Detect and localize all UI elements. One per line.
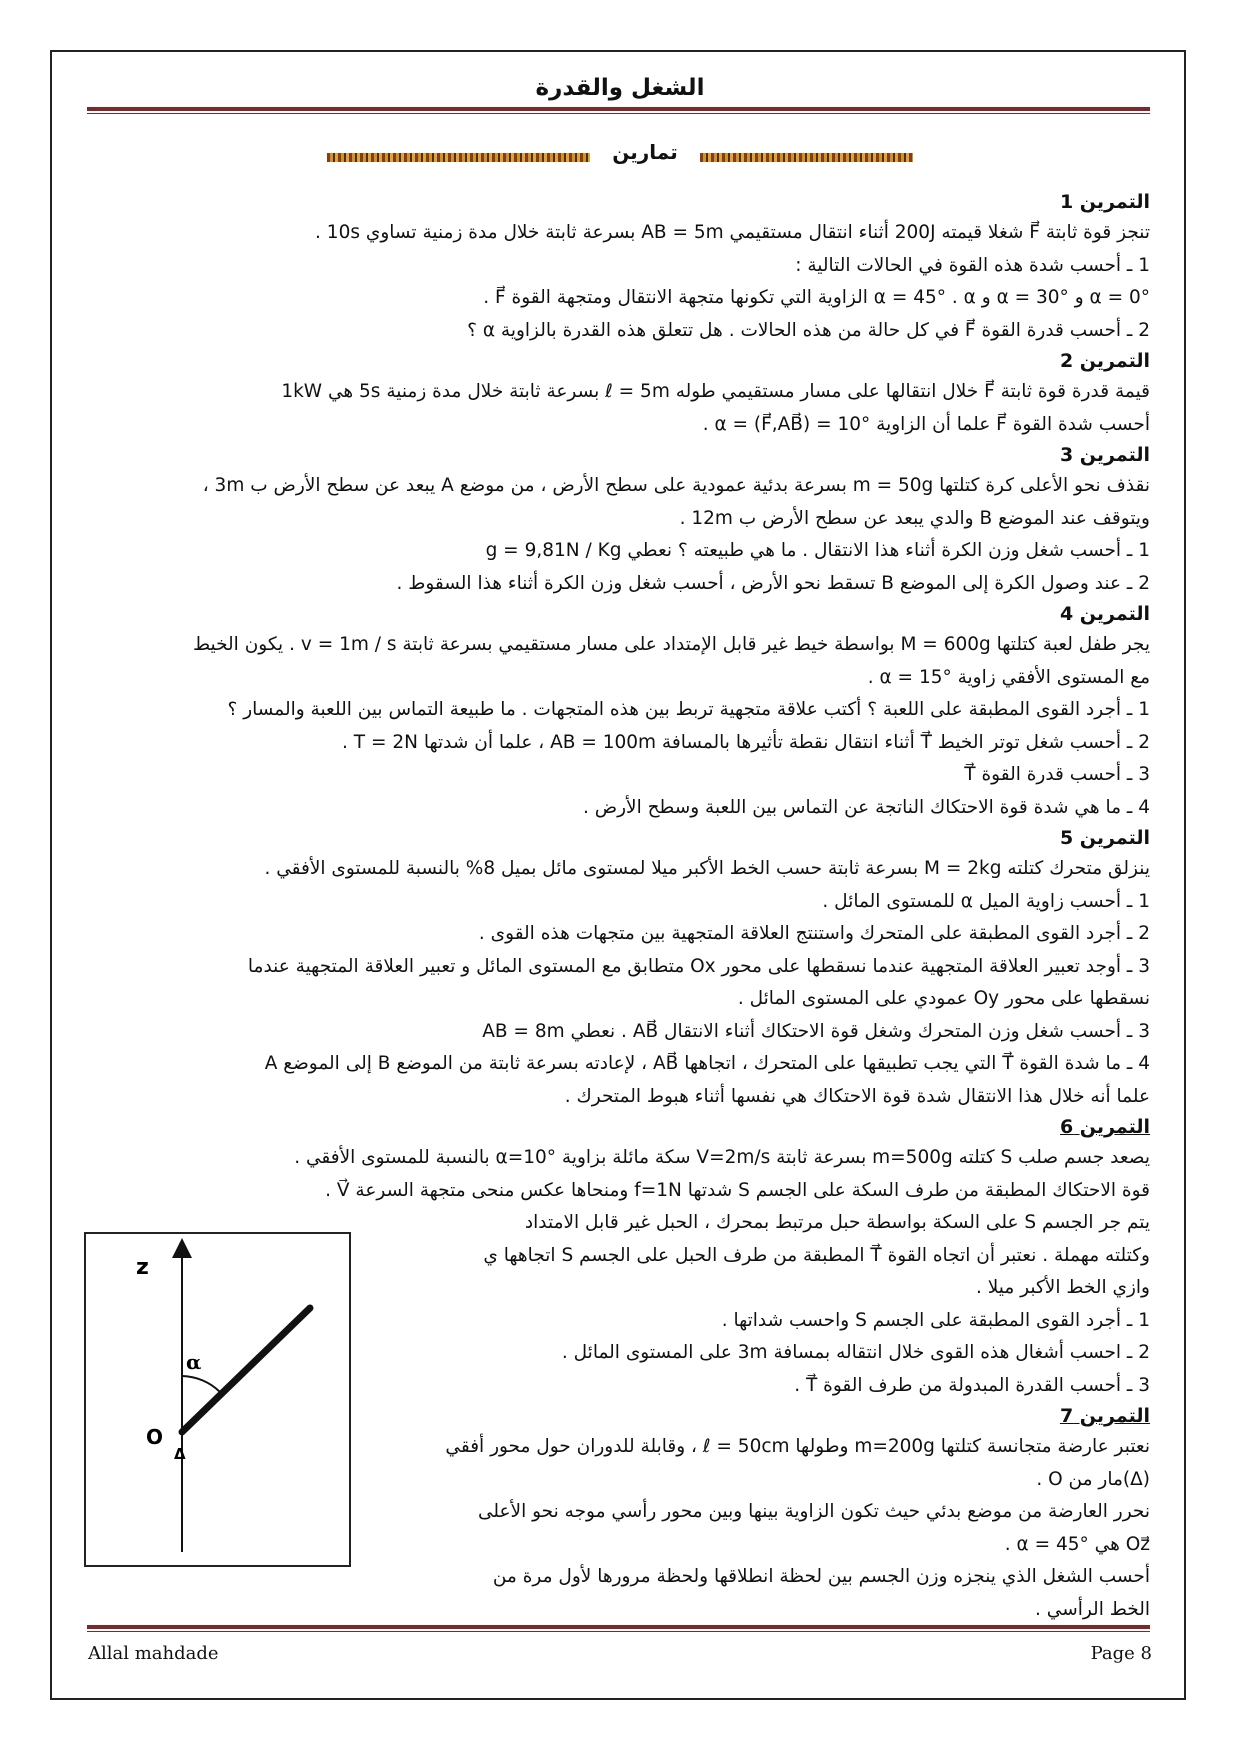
exercise-2-line: أحسب شدة القوة F⃗ علما أن الزاوية α = (F⃗,AB⃗) = 10° . [702,413,1150,435]
exercise-6-line: 1 ـ أجرد القوى المطبقة على الجسم S واحسب شداتها . [721,1309,1150,1331]
footer-page-number: Page 8 [1090,1643,1152,1664]
exercise-6-line: 2 ـ احسب أشغال هذه القوى خلال انتقاله بمسافة 3m على المستوى المائل . [561,1342,1150,1363]
footer-divider [87,1625,1150,1632]
exercise-7-line: الخط الرأسي . [1035,1598,1150,1620]
exercise-6-line: قوة الاحتكاك المطبقة من طرف السكة على الجسم S شدتها f=1N ومنحاها عكس منحى متجهة السرعة V⃗ . [325,1179,1150,1201]
exercise-4-line: مع المستوى الأفقي زاوية α = 15° . [867,666,1150,688]
exercise-5-line: علما أنه خلال هذا الانتقال شدة قوة الاحتكاك هي نفسها أثناء هبوط المتحرك . [564,1085,1150,1107]
origin-label: O [146,1425,164,1449]
section-subtitle: تمارين [612,140,678,164]
exercise-1-line: تنجز قوة ثابتة F⃗ شغلا قيمته 200J أثناء انتقال مستقيمي AB = 5m بسرعة ثابتة خلال مدة زمنية تساوي 10s . [315,222,1150,243]
ornament-bar-right [700,153,913,162]
exercise-6-line: يصعد جسم صلب S كتلته m=500g بسرعة ثابتة V=2m/s سكة مائلة بزاوية α=10° بالنسبة للمستوى الأفقي . [294,1147,1150,1168]
exercise-2-line: قيمة قدرة قوة ثابتة F⃗ خلال انتقالها على مسار مستقيمي طوله ℓ = 5m بسرعة ثابتة خلال مدة زمنية 5s هي 1kW [281,381,1150,402]
exercise-7-line: Oz⃗ هي α = 45° . [1004,1533,1150,1555]
exercise-7-title: التمرين 7 [1059,1405,1150,1427]
exercise-3-line: 2 ـ عند وصول الكرة إلى الموضع B تسقط نحو الأرض ، أحسب شغل وزن الكرة أثناء هذا السقوط . [396,572,1150,594]
exercise-7-line: نعتبر عارضة متجانسة كتلتها m=200g وطولها ℓ = 50cm ، وقابلة للدوران حول محور أفقي [445,1436,1150,1457]
header-divider [87,107,1150,114]
exercise-3-line: ويتوقف عند الموضع B والدي يبعد عن سطح الأرض ب 12m . [679,507,1150,529]
axis-label: z [136,1255,149,1280]
pivot-point [179,1429,185,1435]
exercise-6-line: 3 ـ أحسب القدرة المبدولة من طرف القوة T⃗ . [794,1374,1150,1396]
rod-figure [84,1232,351,1567]
footer-author: Allal mahdade [88,1643,219,1664]
exercise-5-line: 3 ـ أوجد تعبير العلاقة المتجهية عندما نسقطها على محور Ox متطابق مع المستوى المائل و تعبير العلاقة المتجهية عندما [247,955,1150,977]
pivot-label: Δ [174,1445,186,1463]
exercise-4-line: 3 ـ أحسب قدرة القوة T⃗ [964,764,1150,785]
exercise-4-line: 1 ـ أجرد القوى المطبقة على اللعبة ؟ أكتب علاقة متجهية تربط بين هذه المتجهات . ما طبيعة التماس بين اللعبة والمسار ؟ [227,699,1150,720]
exercise-7-line: (Δ)مار من O . [1036,1468,1150,1490]
exercise-5-line: نسقطها على محور Oy عمودي على المستوى المائل . [737,988,1150,1009]
exercise-7-line: نحرر العارضة من موضع بدئي حيث تكون الزاوية بينها وبين محور رأسي موجه نحو الأعلى [477,1501,1150,1522]
exercise-3-line: 1 ـ أحسب شغل وزن الكرة أثناء هذا الانتقال . ما هي طبيعته ؟ نعطي g = 9,81N / Kg [485,540,1150,561]
page-title: الشغل والقدرة [535,75,705,101]
exercise-5-line: ينزلق متحرك كتلته M = 2kg بسرعة ثابتة حسب الخط الأكبر ميلا لمستوى مائل بميل 8% بالنسبة للمستوى الأفقي . [264,858,1150,879]
exercise-2-title: التمرين 2 [1059,350,1150,372]
exercise-4-line: يجر طفل لعبة كتلتها M = 600g بواسطة خيط غير قابل الإمتداد على مسار مستقيمي بسرعة ثابتة v = 1m / s . يكون الخيط [192,634,1150,655]
exercise-6-line: وازي الخط الأكبر ميلا . [976,1277,1150,1298]
exercise-5-title: التمرين 5 [1059,827,1150,849]
exercise-3-title: التمرين 3 [1059,444,1150,466]
section-banner [0,140,1240,170]
exercise-6-line: يتم جر الجسم S على السكة بواسطة حبل مرتبط بمحرك ، الحبل غير قابل الامتداد [524,1212,1150,1233]
exercise-4-title: التمرين 4 [1059,603,1150,625]
exercise-3-line: نقذف نحو الأعلى كرة كتلتها m = 50g بسرعة بدئية عمودية على سطح الأرض ، من موضع A يبعد عن سطح الأرض ب 3m ، [202,475,1150,496]
exercise-5-line: 1 ـ أحسب زاوية الميل α للمستوى المائل . [822,890,1150,912]
angle-label: α [186,1350,202,1374]
rod-diagram [86,1234,349,1565]
exercise-4-line: 2 ـ أحسب شغل توتر الخيط T⃗ أثناء انتقال نقطة تأثيرها بالمسافة AB = 100m ، علما أن شدتها T = 2N . [342,731,1150,753]
ornament-bar-left [327,153,590,162]
exercise-6-title: التمرين 6 [1059,1116,1150,1138]
exercise-5-line: 2 ـ أجرد القوى المطبقة على المتحرك واستنتج العلاقة المتجهية بين متجهات هذه القوى . [478,923,1150,944]
exercise-1-line: α = 0° و α = 30° و α = 45° . α الزاوية التي تكونها متجهة الانتقال ومتجهة القوة F⃗ . [483,287,1150,308]
exercise-1-line: 2 ـ أحسب قدرة القوة F⃗ في كل حالة من هذه الحالات . هل تتعلق هذه القدرة بالزاوية α ؟ [467,319,1150,341]
exercise-1-line: 1 ـ أحسب شدة هذه القوة في الحالات التالية : [795,254,1150,276]
exercise-1-title: التمرين 1 [1059,191,1150,213]
exercise-6-line: وكتلته مهملة . نعتبر أن اتجاه القوة T⃗ المطبقة من طرف الحبل على الجسم S اتجاهها ي [483,1244,1150,1266]
exercise-5-line: 4 ـ ما شدة القوة T⃗ التي يجب تطبيقها على المتحرك ، اتجاهها AB⃗ ، لإعادته بسرعة ثابتة من الموضع B إلى الموضع A [264,1053,1150,1074]
exercise-4-line: 4 ـ ما هي شدة قوة الاحتكاك الناتجة عن التماس بين اللعبة وسطح الأرض . [582,796,1150,818]
exercise-7-line: أحسب الشغل الذي ينجزه وزن الجسم بين لحظة انطلاقها ولحظة مرورها لأول مرة من [492,1566,1150,1587]
exercise-5-line: 3 ـ أحسب شغل وزن المتحرك وشغل قوة الاحتكاك أثناء الانتقال AB⃗ . نعطي AB = 8m [482,1020,1150,1042]
angle-arc [182,1376,220,1392]
